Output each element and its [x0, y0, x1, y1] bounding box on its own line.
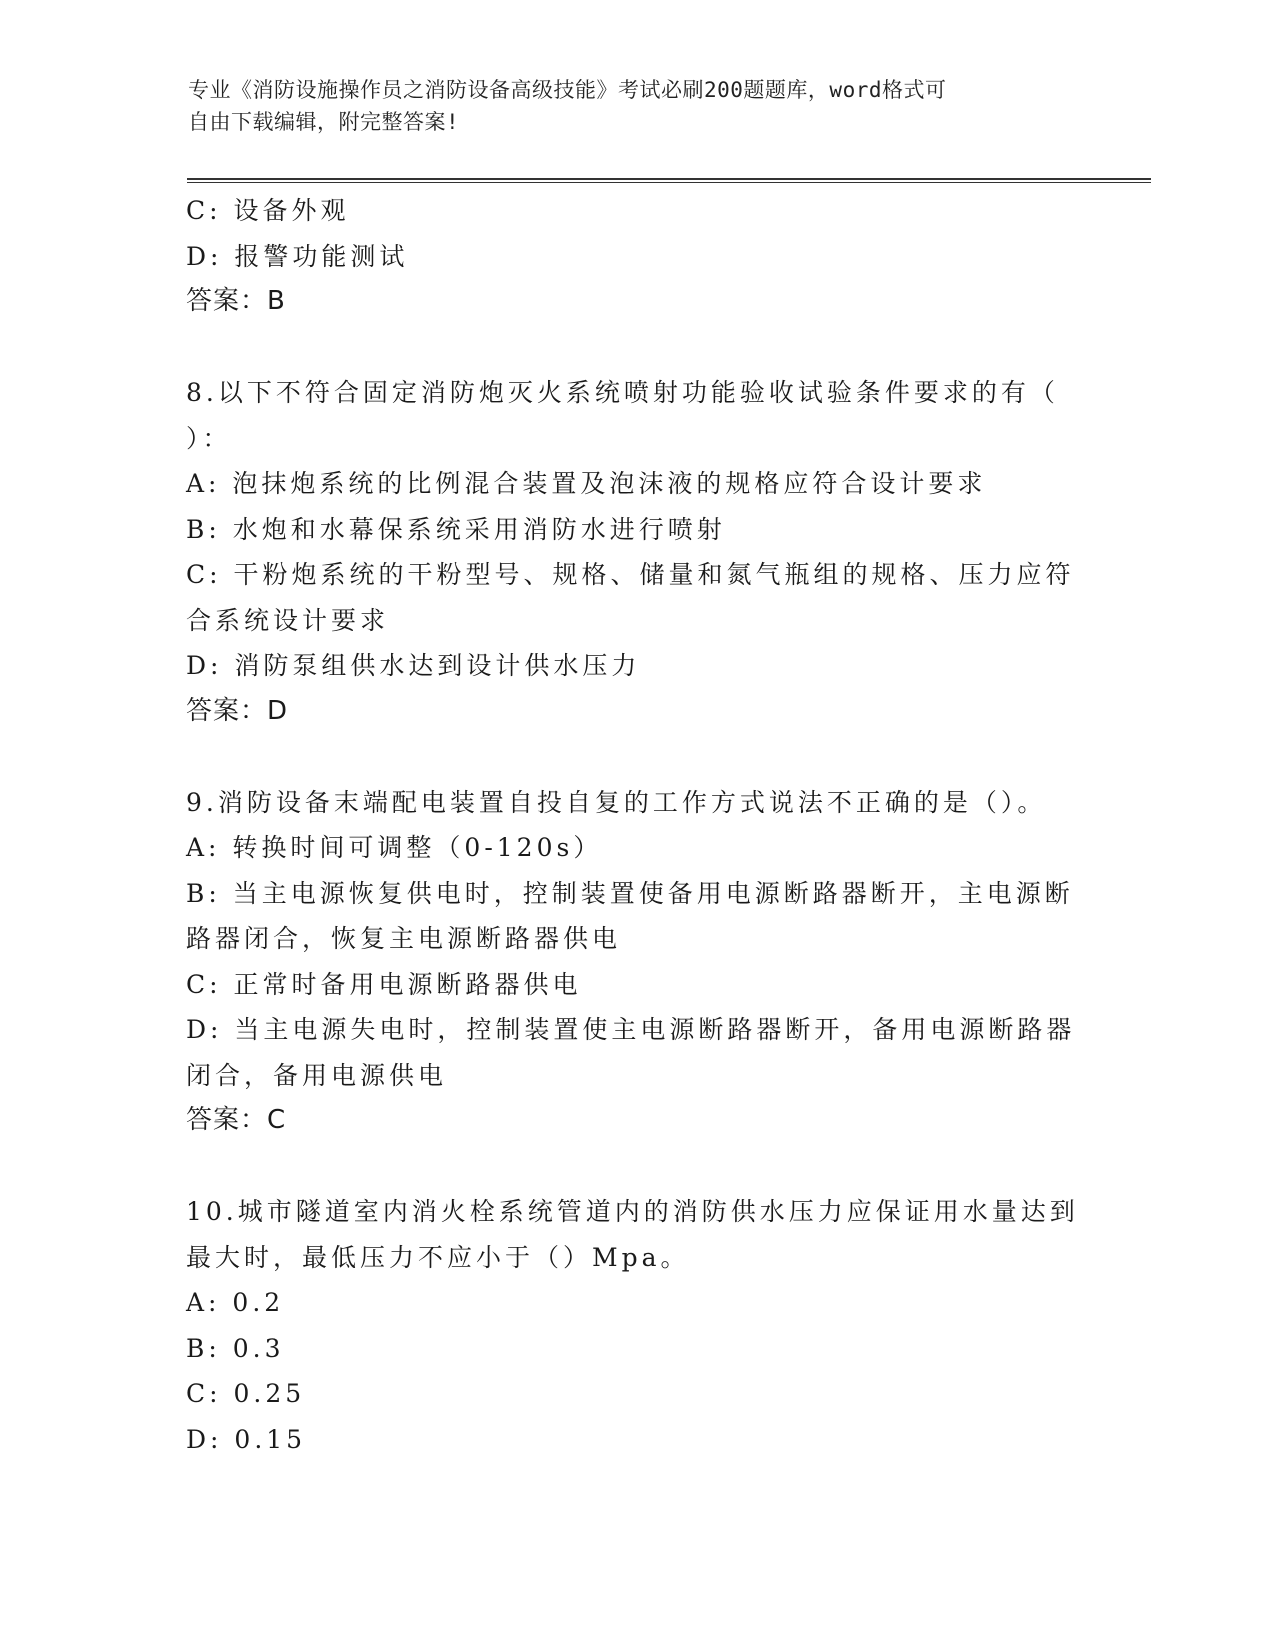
q10-option-d: D: 0.15: [186, 1424, 307, 1454]
q9-stem: 9.消防设备末端配电装置自投自复的工作方式说法不正确的是（）。: [186, 787, 1047, 817]
q9-option-b-line-2: 路器闭合，恢复主电源断路器供电: [186, 924, 622, 953]
question-content: [186, 188, 1086, 1462]
q10-option-a: A: 0.2: [186, 1288, 285, 1317]
q9-option-c: C: 正常时备用电源断路器供电: [186, 969, 582, 999]
q7-option-d: D: 报警功能测试: [186, 241, 409, 271]
q8-option-c-line-2: 合系统设计要求: [186, 605, 390, 635]
q8-option-a: A: 泡抹炮系统的比例混合装置及泡沫液的规格应符合设计要求: [186, 469, 987, 498]
header-line-1: 专业《消防设施操作员之消防设备高级技能》考试必刷200题题库，word格式可: [188, 78, 947, 102]
q9-option-b-line-1: B: 当主电源恢复供电时，控制装置使备用电源断路器断开，主电源断: [186, 878, 1074, 908]
q9-answer: 答案：C: [186, 1105, 287, 1135]
spacer: [186, 1144, 1086, 1190]
q8-answer: 答案：D: [186, 695, 289, 726]
question-8: [186, 370, 1086, 734]
q7-answer: 答案：B: [186, 286, 286, 316]
question-9: [186, 780, 1086, 1144]
header-line-2: 自由下载编辑，附完整答案!: [188, 110, 460, 134]
q9-option-d-line-2: 闭合，备用电源供电: [186, 1060, 448, 1090]
q8-stem-line-1: 8.以下不符合固定消防炮灭火系统喷射功能验收试验条件要求的有（: [186, 378, 1059, 407]
question-7-tail: [186, 188, 1086, 325]
page-header: [188, 74, 1088, 138]
q8-option-c-line-1: C: 干粉炮系统的干粉型号、规格、储量和氮气瓶组的规格、压力应符: [186, 560, 1075, 589]
q10-option-c: C: 0.25: [186, 1379, 306, 1408]
q10-stem-line-1: 10.城市隧道室内消火栓系统管道内的消防供水压力应保证用水量达到: [186, 1197, 1079, 1226]
q9-option-d-line-1: D: 当主电源失电时，控制装置使主电源断路器断开，备用电源断路器: [186, 1015, 1076, 1044]
q7-option-c: C: 设备外观: [186, 196, 350, 225]
spacer: [186, 734, 1086, 780]
q9-option-a: A: 转换时间可调整（0-120s）: [186, 833, 603, 862]
q8-option-d: D: 消防泵组供水达到设计供水压力: [186, 651, 641, 680]
q8-stem-line-2: ）：: [186, 423, 232, 453]
q10-option-b: B: 0.3: [186, 1333, 285, 1363]
header-divider: [187, 178, 1151, 183]
spacer: [186, 325, 1086, 371]
q8-option-b: B: 水炮和水幕保系统采用消防水进行喷射: [186, 514, 726, 544]
question-10: [186, 1189, 1086, 1462]
q10-stem-line-2: 最大时，最低压力不应小于（）Mpa。: [186, 1242, 690, 1272]
